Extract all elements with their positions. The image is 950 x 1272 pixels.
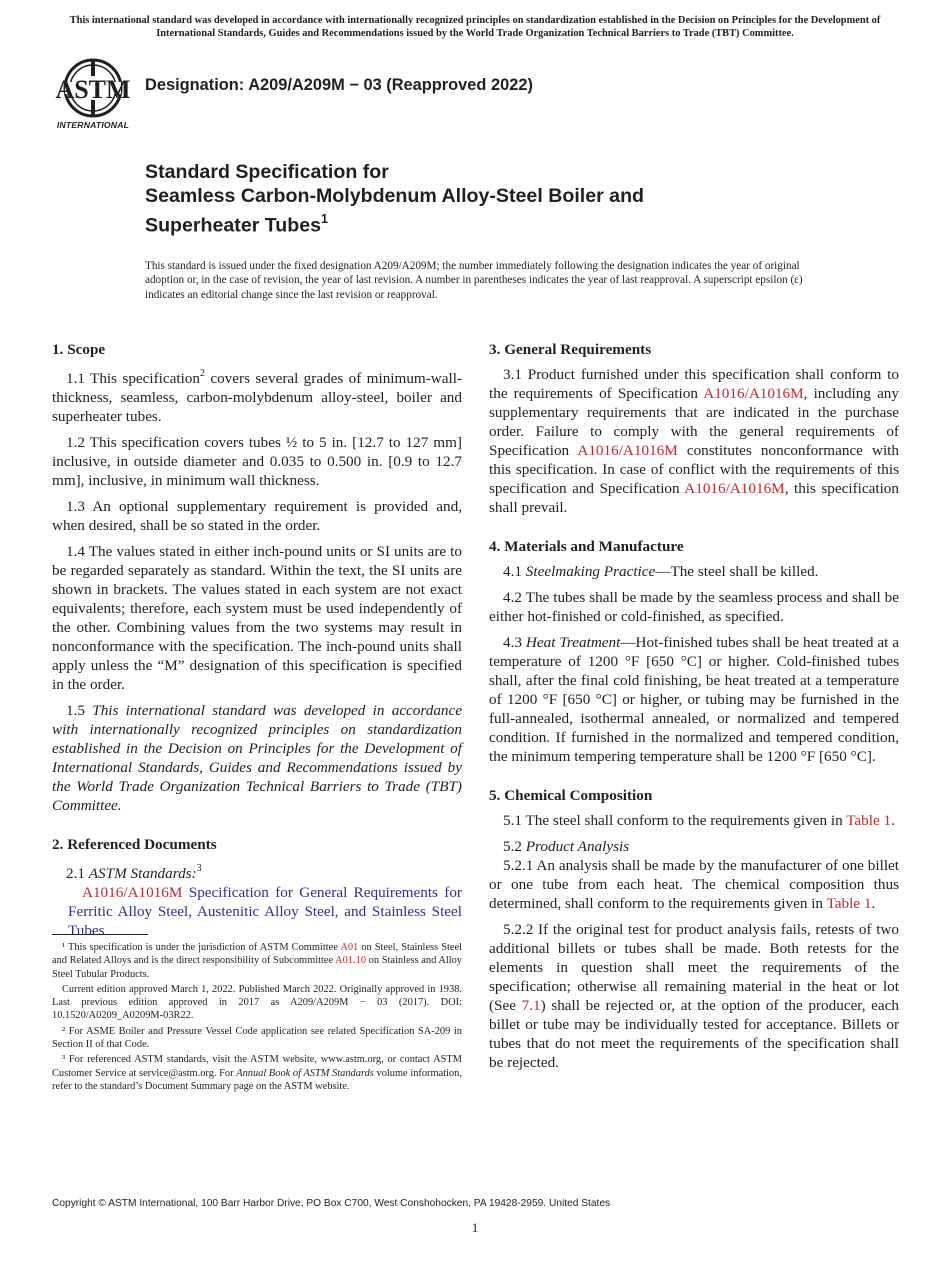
spec-link-2[interactable]: A1016/A1016M: [577, 442, 678, 459]
para-4-3: 4.3 Heat Treatment—Hot-finished tubes shall be heat treated at a temperature of 1200 °F [650 °C] or higher. Cold-finished tubes shall, after the final cold finishing, be heat treated at a temperature of 1200 °F [650 °C] or higher, or tubing may be furnished in the full-annealed, isothermal annealed, or normalized and tempered condition. If furnished in the normalized and tempered condition, the minimum tempering temperature shall be 1200 °F [650 °C].: [489, 634, 900, 765]
astm-logo-icon: [51, 54, 135, 120]
section-5-heading: 5. Chemical Composition: [489, 787, 653, 804]
para-1-2: 1.2 This specification covers tubes ½ to 5 in. [12.7 to 127 mm] inclusive, in outside diameter and 0.035 to 0.500 in. [0.9 to 12.7 mm], inclusive, in minimum wall thickness.: [52, 434, 462, 490]
designation: Designation: A209/A209M − 03 (Reapproved 2022): [145, 76, 533, 94]
para-2-1: 2.1 ASTM Standards:$^3$: [66, 863, 202, 883]
para-1-4: 1.4 The values stated in either inch-pound units or SI units are to be regarded separately as standard. Within the text, the SI units are shown in brackets. The values stated in each system are not exact equivalents; therefore, each system must be used independently of the other. Combining values from the two systems may result in nonconformance with the specification. The inch-pound units shall apply unless the “M” designation of this specification is specified in the order.: [52, 543, 462, 694]
footnote-ref-2[interactable]: 2: [200, 368, 205, 379]
para-4-1: 4.1 Steelmaking Practice—The steel shall be killed.: [503, 563, 819, 580]
footnote-rule: [52, 934, 148, 935]
footnotes: [52, 934, 462, 1095]
document-title: [145, 160, 905, 238]
section-4-heading: 4. Materials and Manufacture: [489, 538, 684, 555]
page-number: 1: [471, 1220, 479, 1235]
reference-entry: [52, 883, 462, 940]
para-5-2-2: 5.2.2 If the original test for product analysis fails, retests of two additional billets or tubes shall be made. Both retests for the elements in question shall meet the requirements of the specification; otherwise all remaining material in the heat or lot (See 7.1) shall be rejected or, at the option of the producer, each billet or tube may be individually tested for acceptance. Billets or tubes that do not meet the requirements of the specification shall be rejected.: [489, 921, 899, 1071]
left-column: [52, 340, 462, 947]
astm-logo: [51, 54, 135, 134]
title-line-2: Seamless Carbon-Molybdenum Alloy-Steel Boiler and: [145, 185, 645, 207]
para-1-1: 1.1 This specification$^2$ covers several grades of minimum-wall-thickness, seamless, carbon-molybdenum alloy-steel, boiler and superheater tubes.: [52, 368, 462, 426]
title-footnote-ref[interactable]: 1: [321, 212, 328, 226]
section-1-heading: 1. Scope: [52, 341, 106, 358]
para-1-5: 1.5 This international standard was developed in accordance with internationally recognized principles on standardization established in the Decision on Principles for the Development of International Standards, Guides and Recommendations issued by the World Trade Organization Technical Barriers to Trade (TBT) Committee.: [52, 702, 463, 815]
footnote-2: ² For ASME Boiler and Pressure Vessel Code application see related Specification SA-209 in Section II of that Code.: [52, 1025, 462, 1051]
issuance-statement: This standard is issued under the fixed designation A209/A209M; the number immediately following the designation indicates the year of original adoption or, in the case of revision, the year of last revision. A number in parentheses indicates the year of last reapproval. A superscript epsilon (ε) indicates an editorial change since the last revision or reapproval.: [145, 260, 803, 301]
section-2-heading: 2. Referenced Documents: [52, 836, 217, 854]
para-1-3: 1.3 An optional supplementary requirement is provided and, when desired, shall be so stated in the order.: [52, 498, 462, 535]
ref-code-link[interactable]: A1016/A1016M: [82, 884, 183, 902]
ref-title-link[interactable]: Specification for General Requirements for Ferritic Alloy Steel, Austenitic Alloy Steel, and Stainless Steel Tubes: [68, 884, 462, 940]
para-5-1: 5.1 The steel shall conform to the requirements given in Table 1.: [503, 812, 895, 829]
para-5-2: 5.2 Product Analysis: [503, 838, 630, 855]
logo-letters: ASTM: [55, 75, 131, 104]
spec-link-1[interactable]: A1016/A1016M: [703, 385, 804, 402]
para-4-2: 4.2 The tubes shall be made by the seamless process and shall be either hot-finished or cold-finished, as specified.: [489, 589, 899, 625]
logo-text: INTERNATIONAL: [56, 120, 130, 130]
section-3-heading: 3. General Requirements: [489, 341, 652, 358]
footnote-ref-3[interactable]: 3: [196, 863, 202, 875]
para-3-1: 3.1 Product furnished under this specification shall conform to the requirements of Specification A1016/A1016M, including any supplementary requirements that are indicated in the purchase order. Failure to comply with the general requirements of Specification A1016/A1016M constitutes nonconformance with this specification. In case of conflict with the requirements of this specification and Specification A1016/A1016M, this specification shall prevail.: [489, 366, 899, 516]
title-line-3: Superheater Tubes: [145, 214, 322, 237]
para-5-2-1: 5.2.1 An analysis shall be made by the manufacturer of one billet or one tube from each heat. The chemical composition thus determined, shall conform to the requirements given in Table 1.: [489, 857, 899, 912]
right-column: [489, 340, 899, 1079]
table-1-link-2[interactable]: Table 1: [826, 895, 872, 912]
copyright: Copyright © ASTM International, 100 Barr Harbor Drive, PO Box C700, West Conshohocken, PA 19428-2959. United States: [52, 1198, 611, 1209]
section-7-1-link[interactable]: 7.1: [521, 997, 541, 1014]
subcommittee-link[interactable]: A01.10: [335, 955, 367, 967]
committee-link[interactable]: A01: [340, 942, 359, 953]
title-line-1: Standard Specification for: [145, 161, 389, 183]
footnote-1: ¹ This specification is under the jurisdiction of ASTM Committee A01 on Steel, Stainless Steel and Related Alloys and is the direct responsibility of Subcommittee A01.10 on Stainless and Alloy Steel Tubular Products.: [52, 942, 463, 980]
standard-notice: This international standard was developed in accordance with internationally recognized principles on standardization established in the Decision on Principles for the Development of International Standards, Guides and Recommendations issued by the World Trade Organization Technical Barriers to Trade (TBT) Committee.: [69, 15, 881, 39]
footnote-1-edition: Current edition approved March 1, 2022. Published March 2022. Originally approved in 1938. Last previous edition approved in 2017 as A209/A209M − 03 (2017). DOI: 10.1520/A0209_A0209M-03R22.: [52, 983, 462, 1022]
spec-link-3[interactable]: A1016/A1016M: [684, 480, 785, 497]
table-1-link[interactable]: Table 1: [846, 812, 892, 829]
footnote-3: ³ For referenced ASTM standards, visit the ASTM website, www.astm.org, or contact ASTM Customer Service at service@astm.org. For Annual Book of ASTM Standards volume information, refer to the standard’s Document Summary page on the ASTM website.: [52, 1054, 462, 1092]
